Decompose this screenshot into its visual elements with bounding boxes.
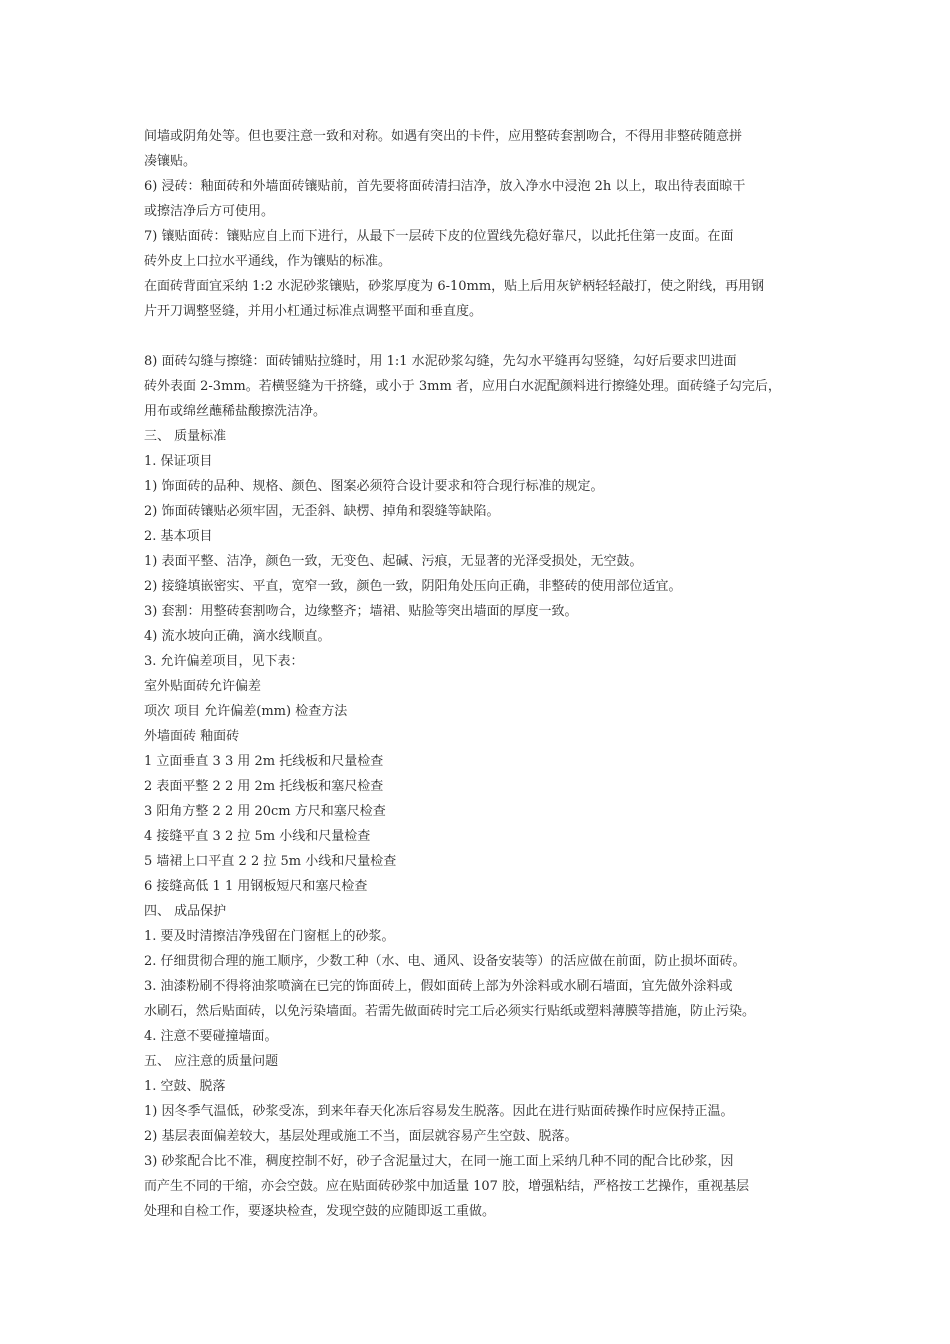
table-title: 室外贴面砖允许偏差 [144,679,262,694]
table-row: 6 接缝高低 1 1 用钢板短尺和塞尺检查 [144,879,368,894]
text-line: 间墙或阴角处等。但也要注意一致和对称。如遇有突出的卡件，应用整砖套割吻合，不得用非整砖随意拼 [144,129,743,144]
text-line: 或擦洁净后方可使用。 [144,204,275,219]
text-line: 6) 浸砖：釉面砖和外墙面砖镶贴前，首先要将面砖清扫洁净，放入净水中浸泡 2h 以上，取出待表面晾干 [144,179,746,194]
table-row: 5 墙裙上口平直 2 2 拉 5m 小线和尺量检查 [144,854,397,869]
text-line: 3) 套割：用整砖套割吻合，边缘整齐；墙裙、贴脸等突出墙面的厚度一致。 [144,604,578,619]
document-page [144,124,824,1224]
text-line: 1) 表面平整、洁净，颜色一致，无变色、起碱、污痕，无显著的光泽受损处，无空鼓。 [144,554,643,569]
subsection-heading: 2. 基本项目 [144,529,213,544]
table-row: 2 表面平整 2 2 用 2m 托线板和塞尺检查 [144,779,384,794]
blank-line [144,324,824,349]
section-heading: 五、 应注意的质量问题 [144,1054,279,1069]
text-line: 水刷石，然后贴面砖，以免污染墙面。若需先做面砖时完工后必须实行贴纸或塑料薄膜等措施，防止污染。 [144,1004,756,1019]
text-line: 处理和自检工作，要逐块检查，发现空鼓的应随即返工重做。 [144,1204,496,1219]
subsection-heading: 1. 空鼓、脱落 [144,1079,226,1094]
subsection-heading: 1. 保证项目 [144,454,213,469]
text-line: 1) 饰面砖的品种、规格、颜色、图案必须符合设计要求和符合现行标准的规定。 [144,479,604,494]
text-line: 4. 注意不要碰撞墙面。 [144,1029,278,1044]
text-line: 在面砖背面宜采纳 1:2 水泥砂浆镶贴，砂浆厚度为 6-10mm，贴上后用灰铲柄轻轻敲打，使之附线，再用钢 [144,279,765,294]
text-line: 2) 接缝填嵌密实、平直，宽窄一致，颜色一致，阴阳角处压向正确，非整砖的使用部位适宜。 [144,579,682,594]
text-line: 砖外表面 2-3mm。若横竖缝为干挤缝，或小于 3mm 者，应用白水泥配颜料进行擦缝处理。面砖缝子勾完后， [144,379,781,394]
text-line: 砖外皮上口拉水平通线，作为镶贴的标准。 [144,254,392,269]
section-heading: 四、 成品保护 [144,904,227,919]
text-line: 用布或绵丝蘸稀盐酸擦洗洁净。 [144,404,327,419]
section-heading: 三、 质量标准 [144,429,227,444]
text-line: 8) 面砖勾缝与擦缝：面砖铺贴拉缝时，用 1:1 水泥砂浆勾缝，先勾水平缝再勾竖缝，勾好后要求凹进面 [144,354,737,369]
text-line: 片开刀调整竖缝，并用小杠通过标准点调整平面和垂直度。 [144,304,483,319]
text-line: 4) 流水坡向正确，滴水线顺直。 [144,629,331,644]
table-row: 1 立面垂直 3 3 用 2m 托线板和尺量检查 [144,754,384,769]
text-line: 而产生不同的干缩，亦会空鼓。应在贴面砖砂浆中加适量 107 胶，增强粘结，严格按工艺操作，重视基层 [144,1179,750,1194]
table-header: 项次 项目 允许偏差(mm) 检查方法 [144,704,348,719]
text-line: 2. 仔细贯彻合理的施工顺序，少数工种（水、电、通风、设备安装等）的活应做在前面，防止损坏面砖。 [144,954,746,969]
text-line: 3) 砂浆配合比不准，稠度控制不好，砂子含泥量过大，在同一施工面上采纳几种不同的配合比砂浆，因 [144,1154,734,1169]
text-line: 2) 饰面砖镶贴必须牢固，无歪斜、缺楞、掉角和裂缝等缺陷。 [144,504,500,519]
table-row: 4 接缝平直 3 2 拉 5m 小线和尺量检查 [144,829,371,844]
text-line: 凑镶贴。 [144,154,197,169]
table-row: 3 阳角方整 2 2 用 20cm 方尺和塞尺检查 [144,804,386,819]
subsection-heading: 3. 允许偏差项目，见下表： [144,654,304,669]
text-line: 2) 基层表面偏差较大，基层处理或施工不当，面层就容易产生空鼓、脱落。 [144,1129,578,1144]
text-line: 1) 因冬季气温低，砂浆受冻，到来年春天化冻后容易发生脱落。因此在进行贴面砖操作时应保持正温。 [144,1104,734,1119]
table-subheader: 外墙面砖 釉面砖 [144,729,240,744]
text-line: 1. 要及时清擦洁净残留在门窗框上的砂浆。 [144,929,395,944]
text-line: 7) 镶贴面砖：镶贴应自上而下进行，从最下一层砖下皮的位置线先稳好靠尺，以此托住第一皮面。在面 [144,229,734,244]
text-line: 3. 油漆粉刷不得将油浆喷滴在已完的饰面砖上，假如面砖上部为外涂料或水刷石墙面，宜先做外涂料或 [144,979,733,994]
